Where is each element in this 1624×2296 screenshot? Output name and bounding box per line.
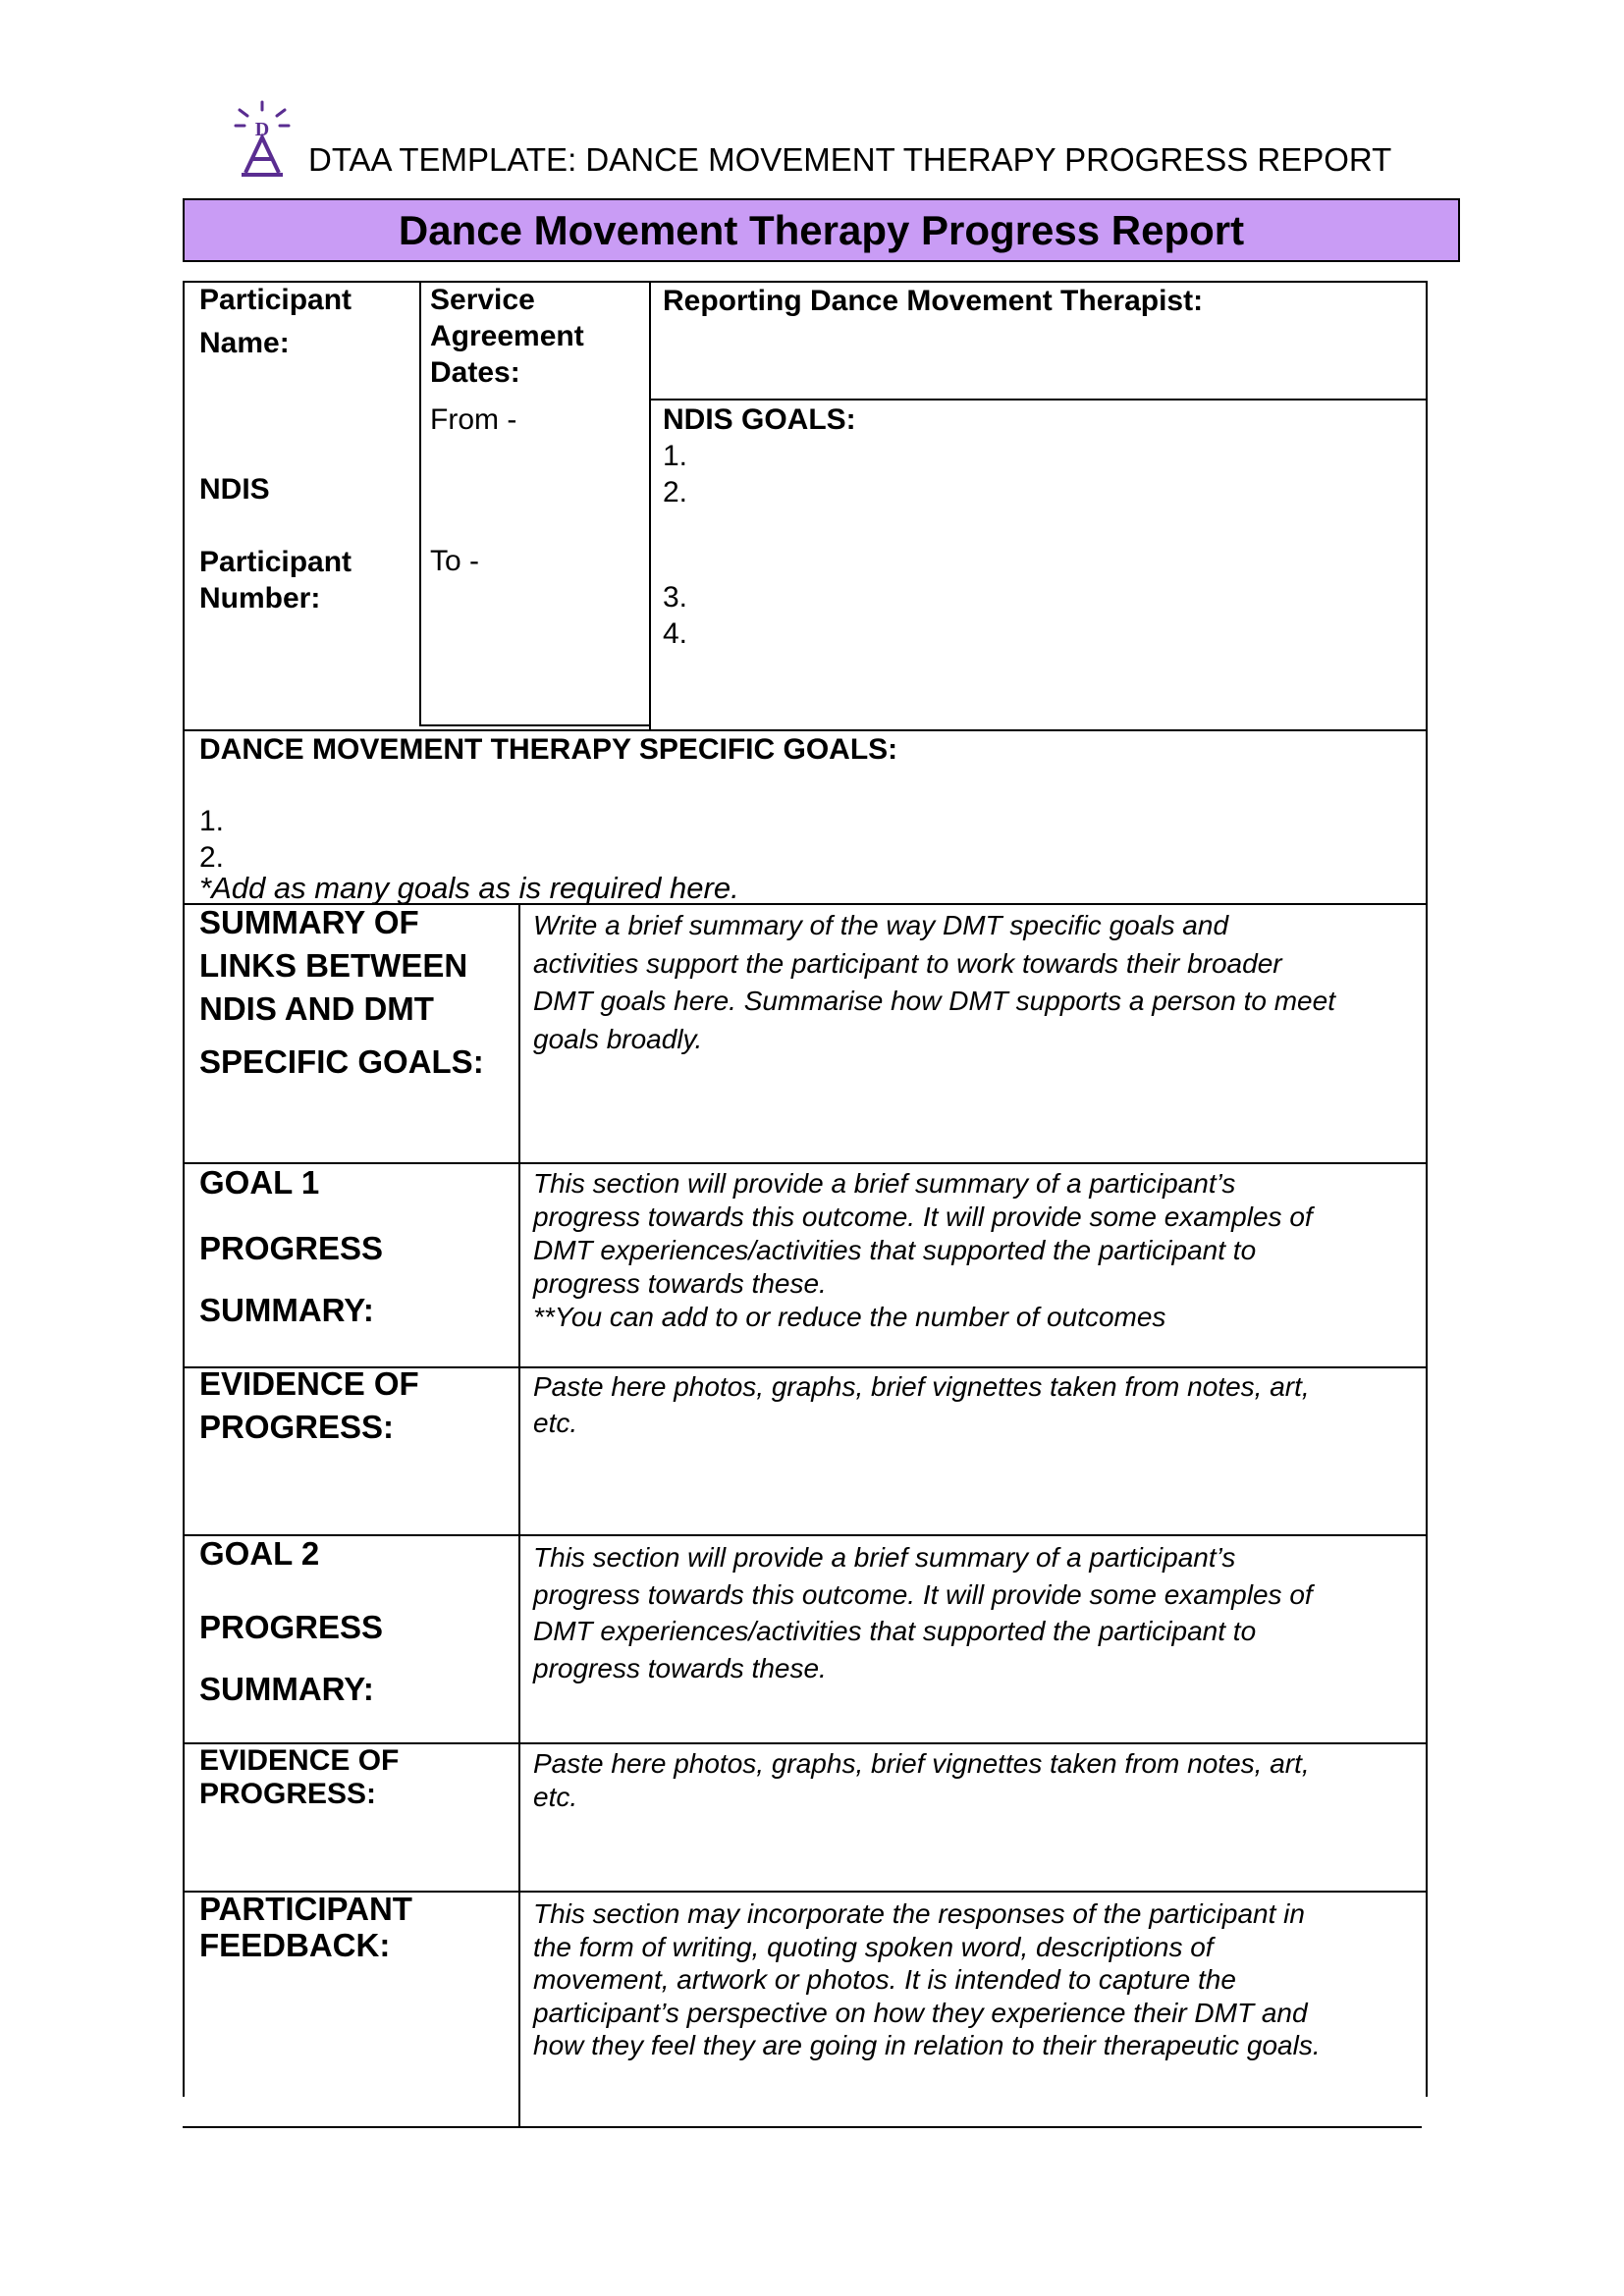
report-title-banner (183, 198, 1460, 262)
evidence1-label: EVIDENCE OF PROGRESS: (199, 1365, 419, 1445)
dmt-goals-list: 1. 2. (199, 805, 225, 874)
ndis-label: NDIS (199, 473, 270, 506)
template-header: DTAA TEMPLATE: DANCE MOVEMENT THERAPY PROGRESS REPORT (308, 141, 1392, 178)
dmt-goals-note: *Add as many goals as is required here. (199, 871, 739, 905)
ndis-goals-list-a: 1. 2. (663, 440, 688, 508)
summary-links-label-b: SPECIFIC GOALS: (199, 1043, 484, 1080)
participant-name-label: Participant Name: (199, 284, 352, 359)
goal1-text: This section will provide a brief summary of a participant’s progress towards this outcome. It will provide some examples of DMT experiences/activities that supported the participant to progress towards these. **You can add to or reduce the number of outcomes (533, 1168, 1313, 1332)
goal2-text: This section will provide a brief summary of a participant’s progress towards this outcome. It will provide some examples of DMT experiences/activities that supported the participant to progress towards these. (533, 1542, 1313, 1683)
participant-feedback-label: PARTICIPANT FEEDBACK: (199, 1891, 412, 1963)
report-title: Dance Movement Therapy Progress Report (398, 207, 1245, 253)
reporting-therapist-label: Reporting Dance Movement Therapist: (663, 285, 1204, 317)
summary-links-text: Write a brief summary of the way DMT specific goals and activities support the participant to work towards their broader DMT goals here. Summarise how DMT supports a person to meet goals broadly. (533, 910, 1335, 1054)
evidence1-text: Paste here photos, graphs, brief vignettes taken from notes, art, etc. (533, 1371, 1310, 1438)
goal1-summary-label: SUMMARY: (199, 1292, 374, 1328)
goal2-progress-label: PROGRESS (199, 1609, 384, 1645)
service-agreement-dates-label: Service Agreement Dates: (430, 284, 584, 389)
goal1-progress-label: PROGRESS (199, 1230, 384, 1266)
summary-links-label: SUMMARY OF LINKS BETWEEN NDIS AND DMT (199, 904, 468, 1027)
svg-text:D: D (254, 119, 270, 140)
ndis-goals-label: NDIS GOALS: (663, 403, 856, 436)
participant-number-label: Participant Number: (199, 546, 352, 614)
participant-feedback-text: This section may incorporate the responses of the participant in the form of writing, quoting spoken word, descriptions of movement, artwork or photos. It is intended to capture the participant’s perspective on how they experience their DMT and how they feel they are going in relation to their therapeutic goals. (533, 1898, 1321, 2060)
dmt-specific-goals-label: DANCE MOVEMENT THERAPY SPECIFIC GOALS: (199, 733, 898, 766)
goal2-label: GOAL 2 (199, 1535, 320, 1572)
dtaa-logo-icon (232, 100, 293, 179)
goal1-label: GOAL 1 (199, 1164, 320, 1201)
evidence2-label: EVIDENCE OF PROGRESS: (199, 1744, 400, 1810)
to-date-label: To - (430, 545, 480, 577)
goal2-summary-label: SUMMARY: (199, 1671, 374, 1707)
ndis-goals-list-b: 3. 4. (663, 581, 688, 650)
evidence2-text: Paste here photos, graphs, brief vignettes taken from notes, art, etc. (533, 1748, 1310, 1812)
from-date-label: From - (430, 403, 517, 436)
